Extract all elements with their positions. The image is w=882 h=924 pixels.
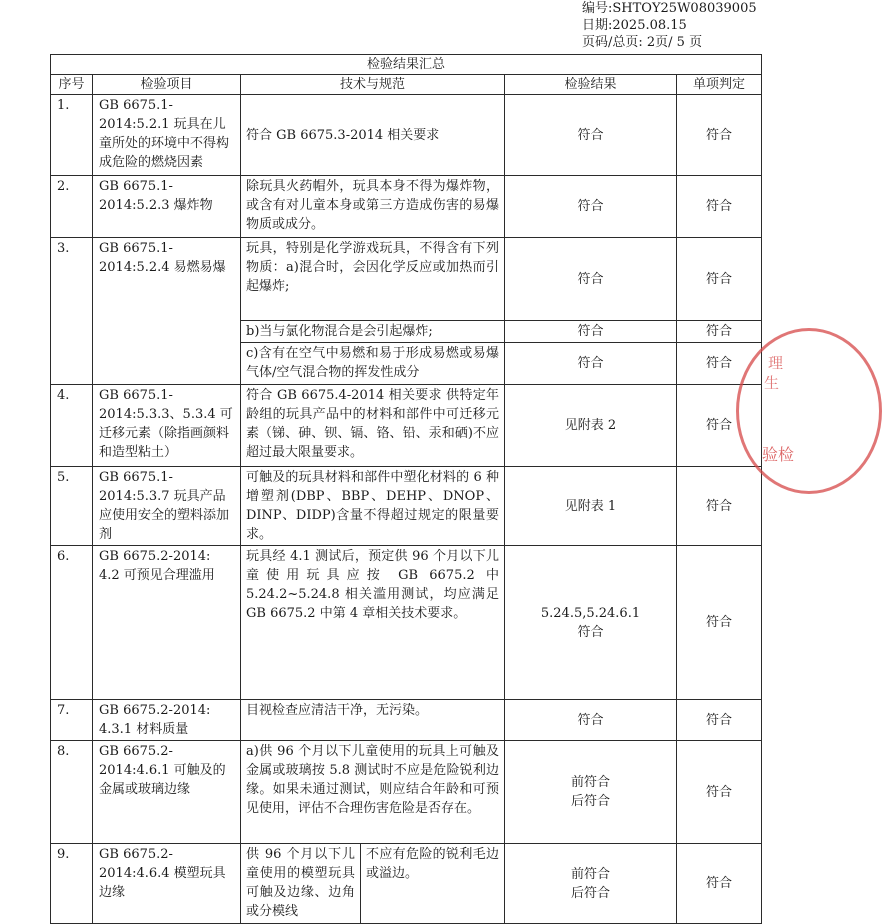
row-result-line-1: 前符合 [570, 775, 610, 790]
row-item: GB 6675.2-2014: 4.2 可预见合理滥用 [93, 546, 241, 700]
row-spec: 目视检查应清洁干净，无污染。 [241, 700, 505, 741]
row-no: 7. [51, 700, 93, 741]
row-verdict-c: 符合 [677, 343, 762, 385]
row-verdict: 符合 [677, 741, 762, 844]
table-row [51, 238, 762, 321]
row-result: 见附表 2 [505, 385, 677, 467]
row-item: GB 6675.2-2014:4.6.4 模塑玩具边缘 [93, 844, 241, 924]
row-result-line-2: 后符合 [570, 885, 610, 901]
table-title: 检验结果汇总 [51, 55, 762, 75]
row-result [505, 546, 677, 700]
column-header-verdict: 单项判定 [677, 75, 762, 95]
stamp-text: 验检 [762, 445, 795, 464]
table-header-row [51, 75, 762, 95]
row-verdict-a: 符合 [677, 238, 762, 321]
row-result [505, 844, 677, 924]
table-row [51, 467, 762, 546]
row-no: 8. [51, 741, 93, 844]
row-item: GB 6675.1-2014:5.3.3、5.3.4 可迁移元素（除指画颜料和造型粘土） [93, 385, 241, 467]
page-counter: 页码/总页: 2页/ 5 页 [582, 35, 703, 50]
table-row [51, 385, 762, 467]
row-spec-b: b)当与氯化物混合是会引起爆炸; [241, 321, 505, 343]
row-spec-a: 玩具，特别是化学游戏玩具，不得含有下列物质：a)混合时，会因化学反应或加热而引起爆炸; [241, 238, 505, 321]
row-result: 符合 [505, 95, 677, 176]
report-date: 日期:2025.08.15 [582, 18, 687, 33]
row-no: 2. [51, 176, 93, 238]
row-spec: 符合 GB 6675.3-2014 相关要求 [241, 95, 505, 176]
row-verdict: 符合 [677, 844, 762, 924]
row-no: 4. [51, 385, 93, 467]
row-no: 3. [51, 238, 93, 385]
row-item: GB 6675.2-2014:4.6.1 可触及的金属或玻璃边缘 [93, 741, 241, 844]
row-no: 1. [51, 95, 93, 176]
column-header-no: 序号 [51, 75, 93, 95]
report-number: 编号:SHTOY25W08039005 [582, 1, 757, 16]
row-result: 符合 [505, 700, 677, 741]
row-verdict: 符合 [677, 176, 762, 238]
results-table [50, 54, 762, 924]
row-spec-left: 供 96 个月以下儿童使用的模塑玩具可触及边缘、边角或分模线 [241, 844, 361, 924]
column-header-result: 检验结果 [505, 75, 677, 95]
row-no: 6. [51, 546, 93, 700]
row-item: GB 6675.1-2014:5.3.7 玩具产品应使用安全的塑料添加剂 [93, 467, 241, 546]
row-result-line-2: 符合 [577, 624, 604, 640]
row-verdict: 符合 [677, 467, 762, 546]
table-row [51, 95, 762, 176]
stamp-char: 生 [764, 374, 780, 392]
row-spec: 玩具经 4.1 测试后，预定供 96 个月以下儿童使用玩具应按 GB 6675.2 中 5.24.2~5.24.8 相关滥用测试，均应满足 GB 6675.2 中第 4 章相关技术要求。 [241, 546, 505, 700]
row-result-a: 符合 [505, 238, 677, 321]
row-spec: a)供 96 个月以下儿童使用的玩具上可触及金属或玻璃按 5.8 测试时不应是危险锐利边缘。如果未通过测试，则应结合年龄和可预见使用，评估不合理伤害危险是否存在。 [241, 741, 505, 844]
row-item: GB 6675.1-2014:5.2.4 易燃易爆 [93, 238, 241, 385]
table-row [51, 546, 762, 700]
row-result: 符合 [505, 176, 677, 238]
row-result-line-1: 前符合 [570, 866, 610, 882]
table-row [51, 700, 762, 741]
stamp-char: 理 [768, 354, 784, 372]
row-result [505, 741, 677, 844]
row-spec-c: c)含有在空气中易燃和易于形成易燃或易爆气体/空气混合物的挥发性成分 [241, 343, 505, 385]
row-result-line-1: 5.24.5,5.24.6.1 [540, 605, 641, 621]
row-verdict-b: 符合 [677, 321, 762, 343]
row-result-line-2: 后符合 [570, 794, 610, 809]
report-header [582, 0, 757, 51]
row-result: 见附表 1 [505, 467, 677, 546]
table-row [51, 741, 762, 844]
table-row [51, 176, 762, 238]
row-spec: 可触及的玩具材料和部件中塑化材料的 6 种增塑剂(DBP、BBP、DEHP、DNOP、DINP、DIDP)含量不得超过规定的限量要求。 [241, 467, 505, 546]
row-result-c: 符合 [505, 343, 677, 385]
table-title-row [51, 55, 762, 75]
row-verdict: 符合 [677, 700, 762, 741]
column-header-spec: 技术与规范 [241, 75, 505, 95]
row-no: 9. [51, 844, 93, 924]
row-item: GB 6675.1-2014:5.2.1 玩具在儿童所处的环境中不得构成危险的燃烧因素 [93, 95, 241, 176]
row-item: GB 6675.1-2014:5.2.3 爆炸物 [93, 176, 241, 238]
row-verdict: 符合 [677, 546, 762, 700]
row-verdict: 符合 [677, 385, 762, 467]
row-spec: 符合 GB 6675.4-2014 相关要求 供特定年龄组的玩具产品中的材料和部件中可迁移元素（锑、砷、钡、镉、铬、铅、汞和硒)不应超过最大限量要求。 [241, 385, 505, 467]
row-spec: 除玩具火药帽外，玩具本身不得为爆炸物，或含有对儿童本身或第三方造成伤害的易爆物质或成分。 [241, 176, 505, 238]
row-no: 5. [51, 467, 93, 546]
row-verdict: 符合 [677, 95, 762, 176]
column-header-item: 检验项目 [93, 75, 241, 95]
row-item: GB 6675.2-2014: 4.3.1 材料质量 [93, 700, 241, 741]
row-spec-right: 不应有危险的锐利毛边或溢边。 [361, 844, 505, 924]
table-row [51, 844, 762, 924]
row-result-b: 符合 [505, 321, 677, 343]
